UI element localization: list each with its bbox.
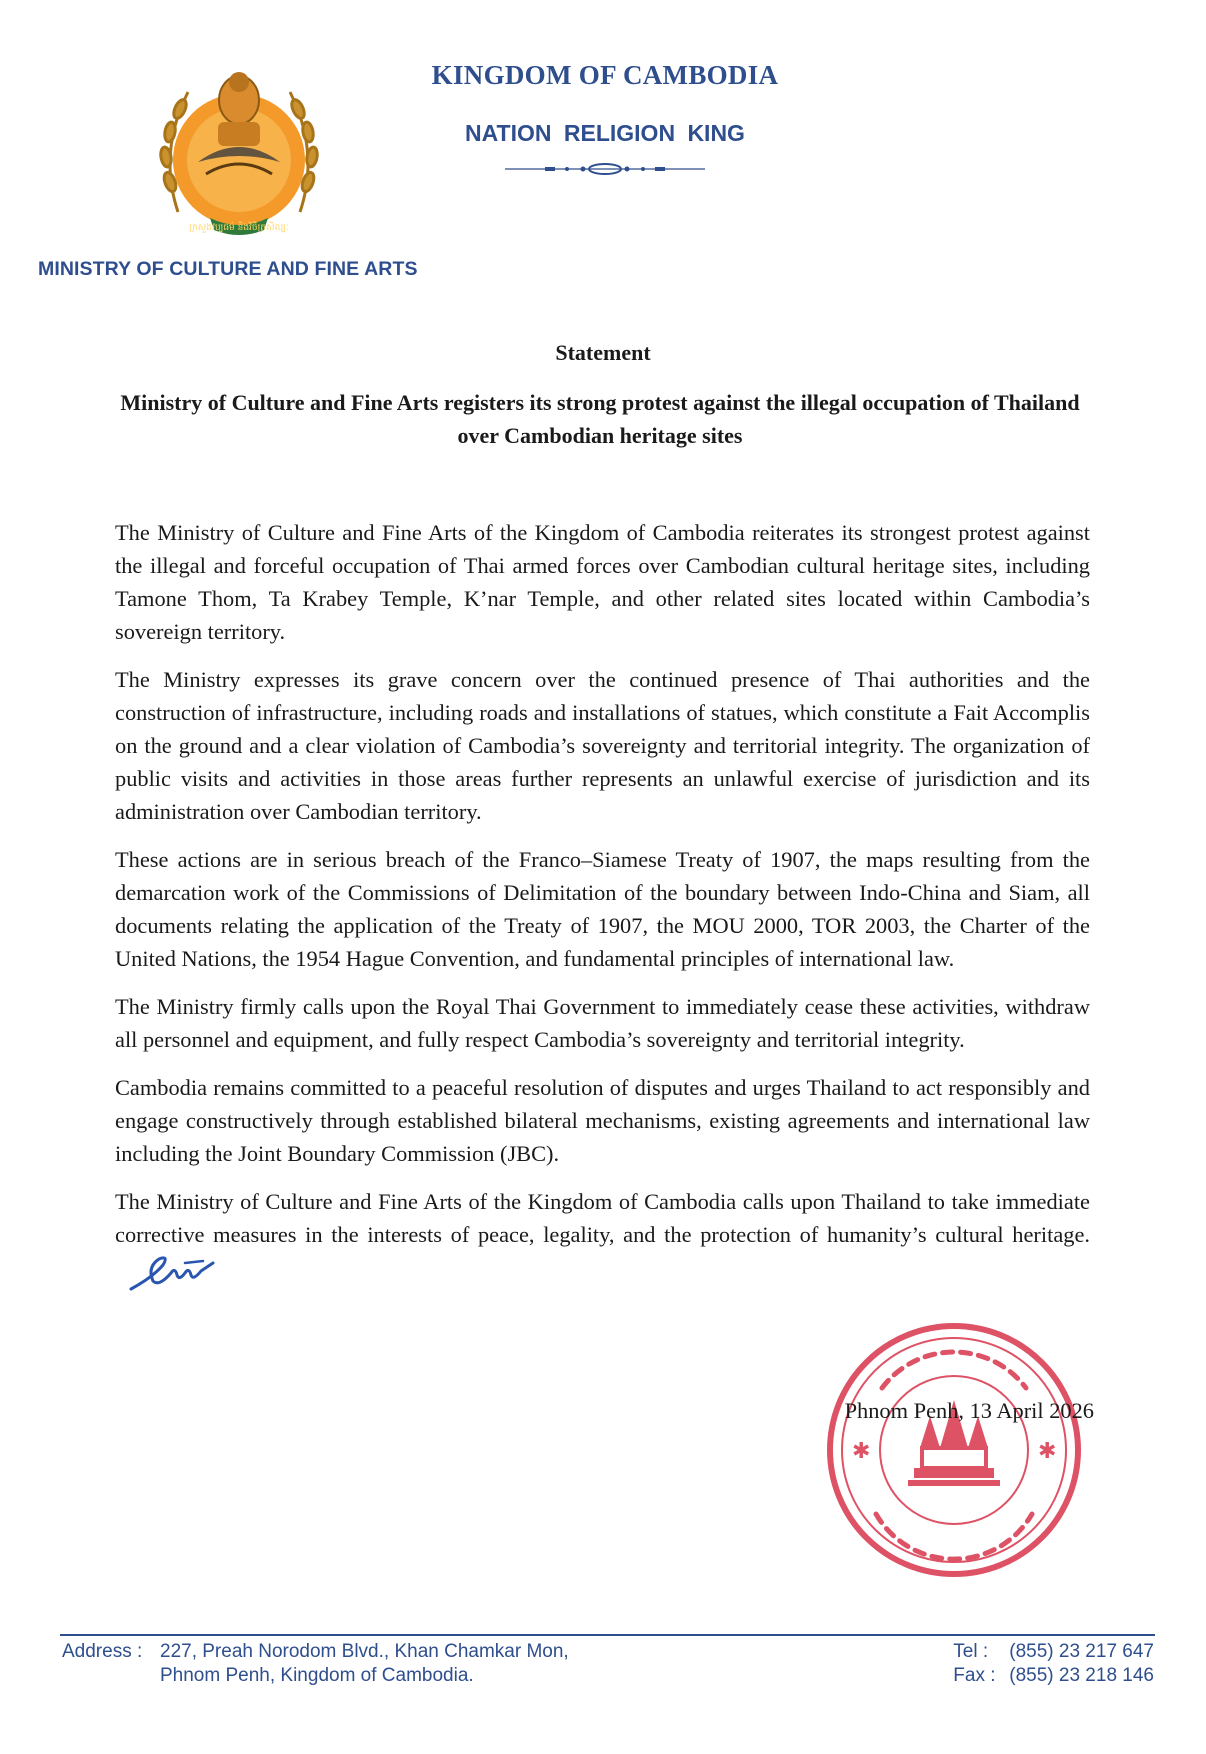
closing-paragraph-text: The Ministry of Culture and Fine Arts of the Kingdom of Cambodia calls upon Thailand to take immediate corrective measures in the interests of peace, legality, and the protection of humanity’s cultural heritage.: [115, 1189, 1090, 1247]
tel-number: (855) 23 217 647: [1009, 1641, 1154, 1662]
footer-contact: [953, 1640, 1154, 1688]
seal-star-icon: ✱: [1038, 1439, 1057, 1464]
signature-initials-icon: [123, 1251, 223, 1293]
body-paragraph-last: [115, 1185, 1090, 1293]
body-paragraph: These actions are in serious breach of the Franco–Siamese Treaty of 1907, the maps resulting from the demarcation work of the Commissions of Delimitation of the boundary between Indo-China and Siam, all documents relating the application of the Treaty of 1907, the MOU 2000, TOR 2003, the Charter of the United Nations, the 1954 Hague Convention, and fundamental principles of international law.: [115, 847, 1090, 971]
address-line-1: 227, Preah Norodom Blvd., Khan Chamkar Mon,: [160, 1641, 569, 1662]
tel-label: Tel :: [953, 1641, 989, 1662]
body-paragraph: The Ministry of Culture and Fine Arts of the Kingdom of Cambodia reiterates its strongest protest against the illegal and forceful occupation of Thai armed forces over Cambodian cultural heritage sites, including Tamone Thom, Ta Krabey Temple, K’nar Temple, and other related sites located within Cambodia’s sovereign territory.: [115, 520, 1090, 644]
fax-number: (855) 23 218 146: [1009, 1665, 1154, 1686]
body-paragraph: The Ministry firmly calls upon the Royal Thai Government to immediately cease these activities, withdraw all personnel and equipment, and fully respect Cambodia’s sovereignty and territorial integrity.: [115, 994, 1090, 1052]
body-paragraph: Cambodia remains committed to a peaceful resolution of disputes and urges Thailand to act responsibly and engage constructively through established bilateral mechanisms, existing agreements and international law including the Joint Boundary Commission (JBC).: [115, 1075, 1090, 1166]
document-type-heading: Statement: [555, 340, 651, 365]
kingdom-heading: KINGDOM OF CAMBODIA: [431, 60, 779, 90]
official-seal-stamp: [822, 1318, 1086, 1582]
ministry-name: MINISTRY OF CULTURE AND FINE ARTS: [38, 258, 418, 280]
seal-star-icon: ✱: [852, 1439, 871, 1464]
fax-label: Fax :: [953, 1665, 996, 1686]
statement-body: [115, 516, 1090, 1308]
footer-divider: [60, 1634, 1155, 1636]
address-line-2: Phnom Penh, Kingdom of Cambodia.: [160, 1665, 474, 1686]
statement-title: Ministry of Culture and Fine Arts registers its strong protest against the illegal occupation of Thailand over Cambodian heritage sites: [120, 390, 1080, 448]
footer-address: [62, 1640, 569, 1688]
national-motto: NATION RELIGION KING: [465, 120, 745, 146]
ministry-emblem-logo: [148, 62, 330, 244]
address-label: Address :: [62, 1641, 143, 1662]
place-and-date: Phnom Penh, 13 April 2026: [844, 1398, 1094, 1423]
body-paragraph: The Ministry expresses its grave concern over the continued presence of Thai authorities and the construction of infrastructure, including roads and installations of statues, which constitute a Fait Accomplis on the ground and a clear violation of Cambodia’s sovereignty and territorial integrity. The organization of public visits and activities in those areas further represents an unlawful exercise of jurisdiction and its administration over Cambodian territory.: [115, 667, 1090, 824]
logo-inscription-text: ក្រសួងវប្បធម៌ និងវិចិត្រសិល្បៈ: [189, 223, 289, 233]
ornament-divider-icon: [505, 160, 705, 178]
